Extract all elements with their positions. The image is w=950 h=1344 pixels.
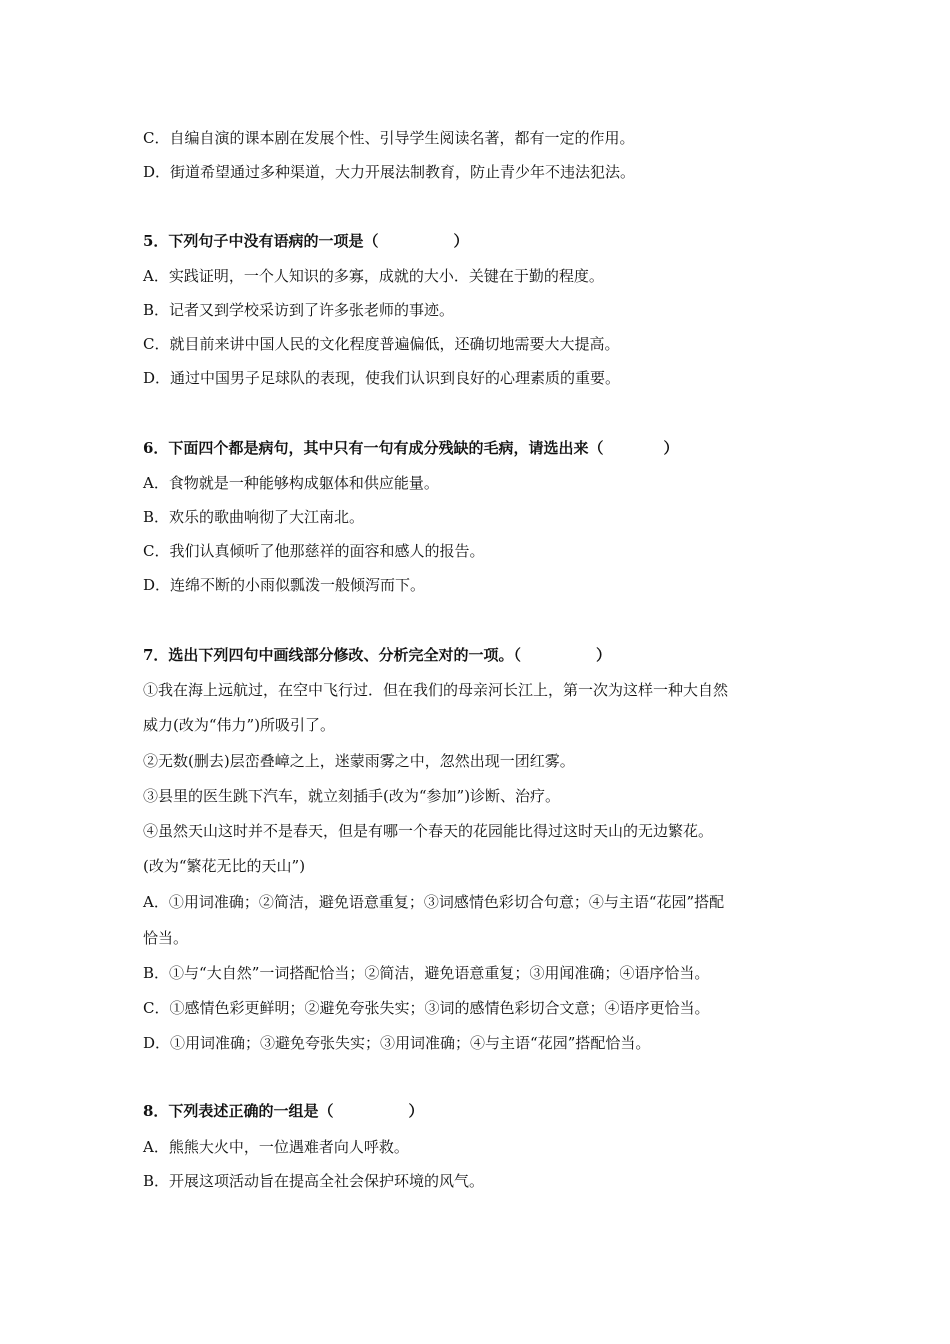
question-7-sentence-3: ③县里的医生跳下汽车，就立刻插手(改为“参加”)诊断、治疗。 — [143, 787, 561, 805]
question-8-stem: 8．下列表述正确的一组是（ ） — [143, 1102, 424, 1120]
question-6-option-d: D．连绵不断的小雨似瓢泼一般倾泻而下。 — [143, 576, 426, 594]
question-6-option-b: B．欢乐的歌曲响彻了大江南北。 — [143, 508, 365, 526]
question-8-option-a: A．熊熊大火中，一位遇难者向人呼救。 — [143, 1138, 409, 1156]
question-7-option-d: D．①用词准确；③避免夸张失实；③用词准确；④与主语“花园”搭配恰当。 — [143, 1034, 651, 1052]
question-5-option-d: D．通过中国男子足球队的表现，使我们认识到良好的心理素质的重要。 — [143, 369, 621, 387]
option-c-line: C．自编自演的课本剧在发展个性、引导学生阅读名著，都有一定的作用。 — [143, 129, 635, 147]
question-7-stem: 7．选出下列四句中画线部分修改、分析完全对的一项。（ ） — [143, 646, 611, 664]
question-7-sentence-4: ④虽然天山这时并不是春天，但是有哪一个春天的花园能比得过这时天山的无边繁花。 — [143, 822, 714, 840]
question-5-option-b: B．记者又到学校采访到了许多张老师的事迹。 — [143, 301, 455, 319]
question-7-sentence-2: ②无数(删去)层峦叠嶂之上，迷蒙雨雾之中，忽然出现一团红雾。 — [143, 752, 575, 770]
question-7-option-a-cont: 恰当。 — [143, 929, 189, 947]
question-5-stem: 5．下列句子中没有语病的一项是（ ） — [143, 232, 469, 250]
question-7-option-c: C．①感情色彩更鲜明；②避免夸张失实；③词的感情色彩切合文意；④语序更恰当。 — [143, 999, 710, 1017]
question-7-sentence-1: ①我在海上远航过，在空中飞行过．但在我们的母亲河长江上，第一次为这样一种大自然 — [143, 681, 729, 699]
question-6-option-c: C．我们认真倾听了他那慈祥的面容和感人的报告。 — [143, 542, 485, 560]
question-6-option-a: A．食物就是一种能够构成躯体和供应能量。 — [143, 474, 439, 492]
option-d-line: D．街道希望通过多种渠道，大力开展法制教育，防止青少年不违法犯法。 — [143, 163, 636, 181]
question-7-sentence-4-cont: (改为“繁花无比的天山”) — [143, 857, 306, 875]
question-7-option-b: B．①与“大自然”一词搭配恰当；②简洁，避免语意重复；③用闻准确；④语序恰当。 — [143, 964, 710, 982]
question-6-stem: 6．下面四个都是病句，其中只有一句有成分残缺的毛病，请选出来（ ） — [143, 439, 679, 457]
question-5-option-c: C．就目前来讲中国人民的文化程度普遍偏低，还确切地需要大大提高。 — [143, 335, 620, 353]
question-7-sentence-1-cont: 威力(改为“伟力”)所吸引了。 — [143, 716, 336, 734]
question-5-option-a: A．实践证明，一个人知识的多寡，成就的大小．关键在于勤的程度。 — [143, 267, 604, 285]
question-8-option-b: B．开展这项活动旨在提高全社会保护环境的风气。 — [143, 1172, 485, 1190]
question-7-option-a: A．①用词准确；②简洁，避免语意重复；③词感情色彩切合句意；④与主语“花园”搭配 — [143, 893, 725, 911]
